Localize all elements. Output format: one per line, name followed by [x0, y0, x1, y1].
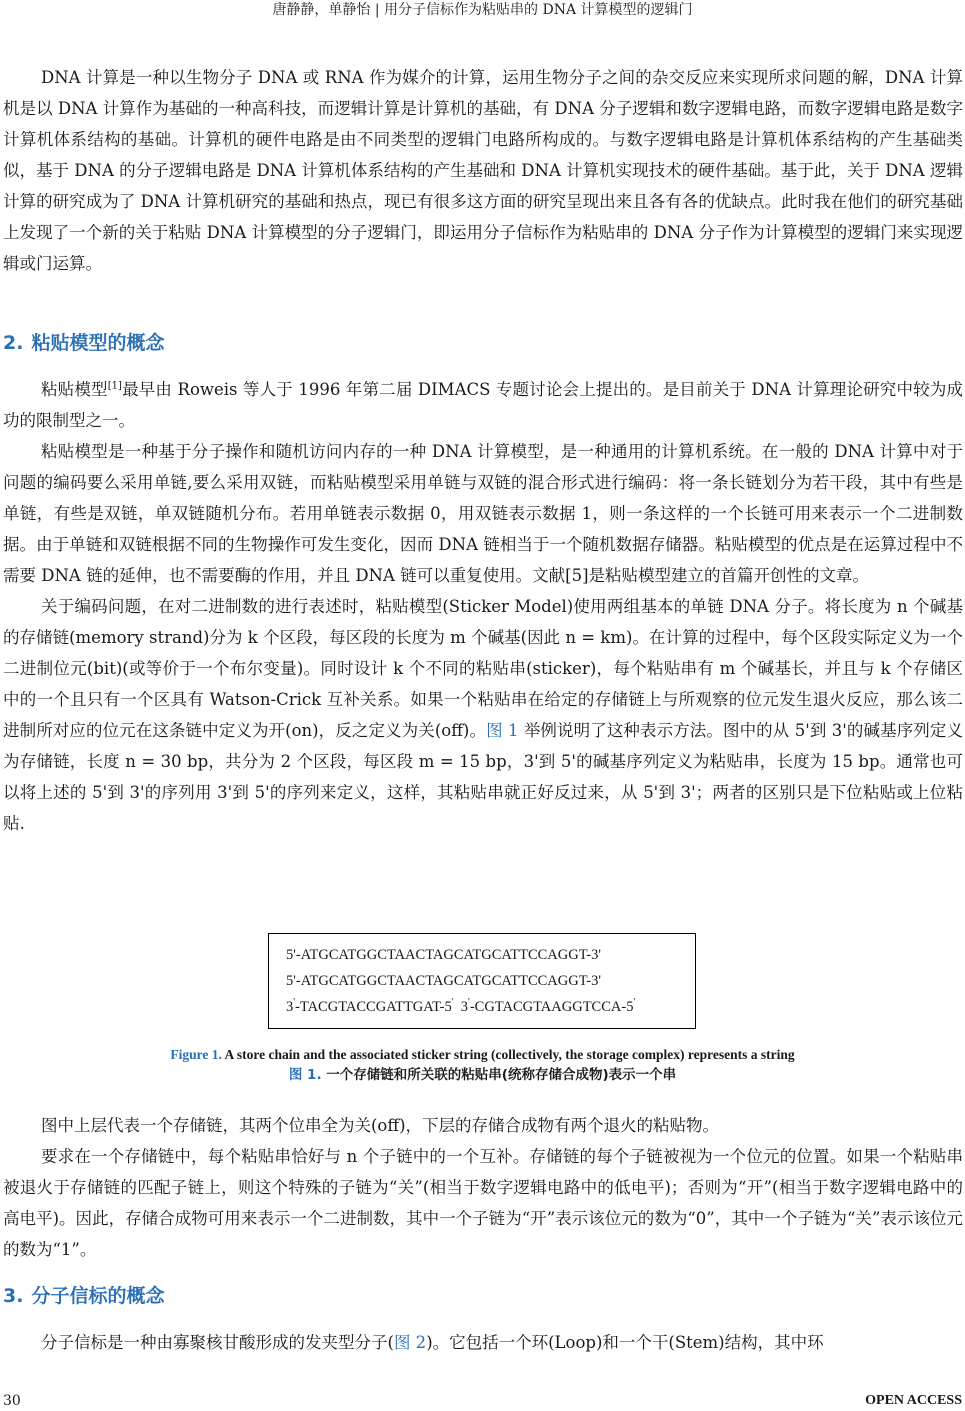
citation-1[interactable]: [1] [107, 380, 122, 392]
intro-block [3, 62, 963, 279]
figure-1-caption-zh: 图 1. 一个存储链和所关联的粘贴串(统称存储合成物)表示一个串 [288, 1067, 677, 1083]
store-chain-sequence: 5'-ATGCATGGCTAACTAGCATGCATTCCAGGT-3' [286, 947, 601, 963]
intro-paragraph: DNA 计算是一种以生物分子 DNA 或 RNA 作为媒介的计算，运用生物分子之间的杂交反应来实现所求问题的解，DNA 计算机是以 DNA 计算作为基础的一种高科技，而逻辑计算是计算机的基础，有 DNA 分子逻辑和数字逻辑电路，而数字逻辑电路是数字计算机体系结构的基础。计算机的硬件电路是由不同类型的逻辑门电路所构成的。与数字逻辑电路是计算机体系结构的产生基础类似，基于 DNA 的分子逻辑电路是 DNA 计算机体系结构的产生基础和 DNA 计算机实现技术的硬件基础。基于此，关于 DNA 逻辑计算的研究成为了 DNA 计算机研究的基础和热点，现已有很多这方面的研究呈现出来且各有各的优缺点。此时我在他们的研究基础上发现了一个新的关于粘贴 DNA 计算模型的分子逻辑门，即运用分子信标作为粘贴串的 DNA 分子作为计算模型的逻辑门来实现逻辑或门运算。 [3, 68, 963, 273]
section-3-title: 分子信标的概念 [31, 1285, 165, 1307]
page-number: 30 [3, 1393, 21, 1409]
section-2-paragraph-1: 粘贴模型[1]最早由 Roweis 等人于 1996 年第二届 DIMACS 专题讨论会上提出的。是目前关于 DNA 计算理论研究中较为成功的限制型之一。 [3, 380, 964, 430]
section-2-title: 粘贴模型的概念 [31, 332, 165, 354]
figure-2-link[interactable]: 图 2 [393, 1333, 427, 1352]
after-figure-paragraph-2: 要求在一个存储链中，每个粘贴串恰好与 n 个子链中的一个互补。存储链的每个子链被视为一个位元的位置。如果一个粘贴串被退火于存储链的匹配子链上，则这个特殊的子链为“关”(相当于数字逻辑电路中的低电平)；否则为“开”(相当于数字逻辑电路中的高电平)。因此，存储合成物可用来表示一个二进制数，其中一个子链为“开”表示该位元的数为“0”，其中一个子链为“关”表示该位元的数为“1”。 [3, 1147, 963, 1259]
section-2-paragraph-2: 粘贴模型是一种基于分子操作和随机访问内存的一种 DNA 计算模型，是一种通用的计算机系统。在一般的 DNA 计算中对于问题的编码要么采用单链,要么采用双链，而粘贴模型采用单链与双链的混合形式进行编码：将一条长链划分为若干段，其中有些是单链，有些是双链，单双链随机分布。若用单链表示数据 0，用双链表示数据 1，则一条这样的一个长链可用来表示一个二进制数据。由于单链和双链根据不同的生物操作可发生变化，因而 DNA 链相当于一个随机数据存储器。粘贴模型的优点是在运算过程中不需要 DNA 链的延伸，也不需要酶的作用，并且 DNA 链可以重复使用。文献[5]是粘贴模型建立的首篇开创性的文章。 [3, 442, 963, 585]
section-2-body [3, 374, 963, 839]
after-figure-paragraph-1: 图中上层代表一个存储链，其两个位串全为关(off)，下层的存储合成物有两个退火的粘贴物。 [41, 1116, 720, 1135]
section-2-paragraph-3: 关于编码问题，在对二进制数的进行表述时，粘贴模型(Sticker Model)使用两组基本的单链 DNA 分子。将长度为 n 个碱基的存储链(memory strand)分为 k 个区段，每区段的长度为 m 个碱基(因此 n = km)。在计算的过程中，每个区段实际定义为一个二进制位元(bit)(或等价于一个布尔变量)。同时设计 k 个不同的粘贴串(sticker)，每个粘贴串有 m 个碱基长，并且与 k 个存储区中的一个且只有一个区具有 Watson-Crick 互补关系。如果一个粘贴串在给定的存储链上与所观察的位元发生退火反应，那么该二进制所对应的位元在这条链中定义为开(on)，反之定义为关(off)。图 1 举例说明了这种表示方法。图中的从 5'到 3'的碱基序列定义为存储链，长度 n = 30 bp，共分为 2 个区段，每区段 m = 15 bp，3'到 5'的碱基序列定义为粘贴串，长度为 15 bp。通常也可以将上述的 5'到 3'的序列用 3'到 5'的序列来定义，这样，其粘贴串就正好反过来，从 5'到 3'；两者的区别只是下位粘贴或上位粘贴. [3, 597, 963, 833]
storage-complex-sequence: 5'-ATGCATGGCTAACTAGCATGCATTCCAGGT-3' [286, 973, 601, 989]
section-3-paragraph-1: 分子信标是一种由寡聚核甘酸形成的发夹型分子(图 2)。它包括一个环(Loop)和一个干(Stem)结构，其中环 [41, 1333, 824, 1352]
running-head: 唐静静，单静怡 | 用分子信标作为粘贴串的 DNA 计算模型的逻辑门 [272, 2, 693, 18]
figure-1-label-zh: 图 1. [288, 1067, 322, 1083]
figure-1-link[interactable]: 图 1 [486, 721, 519, 740]
after-figure-body [3, 1110, 963, 1265]
figure-1-label-en: Figure 1. [170, 1047, 222, 1062]
section-3-heading [3, 1283, 164, 1309]
figure-1-caption-en: Figure 1. A store chain and the associated sticker string (collectively, the storage complex) represents a string [170, 1047, 795, 1062]
section-2-number: 2. [3, 332, 24, 354]
section-2-heading [3, 330, 164, 356]
sticker-sequences: 3'-TACGTACCGATTGAT-5' 3'-CGTACGTAAGGTCCA-5' [286, 997, 636, 1015]
section-3-number: 3. [3, 1285, 24, 1307]
open-access-label: OPEN ACCESS [865, 1393, 962, 1408]
figure-1-sequence-box [268, 933, 696, 1029]
section-3-body [3, 1327, 963, 1358]
